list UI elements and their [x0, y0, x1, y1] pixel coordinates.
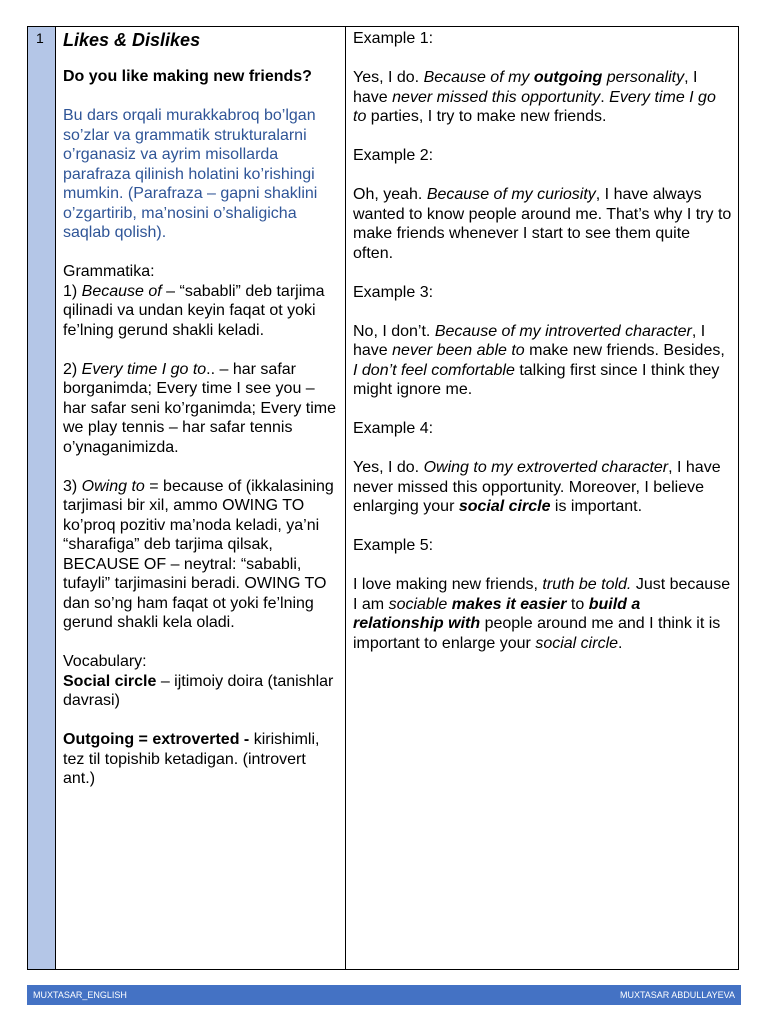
example-2-text	[353, 185, 732, 263]
grammar-point-1-number: 1)	[63, 282, 82, 300]
grammar-point-1-text: – “sababli” deb tarjima qilinadi va undan keyin faqat ot yoki fe’lning gerund shakli keladi.	[63, 282, 325, 339]
example-5-part: I love making new friends,	[353, 576, 543, 593]
example-3-part: I don’t feel comfortable	[353, 361, 515, 379]
footer-bar	[27, 985, 741, 1005]
vocabulary-term-2: Outgoing = extroverted -	[63, 731, 250, 748]
example-5-label: Example 5:	[353, 537, 434, 554]
example-4-text	[353, 458, 732, 517]
example-2-label: Example 2:	[353, 147, 434, 164]
example-1-part: Every time I go to	[353, 88, 716, 125]
example-3-part: never been able to	[392, 342, 525, 359]
vocabulary-term-1: Social circle	[63, 672, 157, 690]
example-3-part: make new friends. Besides,	[524, 342, 725, 359]
vocabulary-heading: Vocabulary:	[63, 653, 147, 670]
example-5-part: people around me and I think it is important to enlarge your	[353, 615, 721, 652]
grammar-point-2	[63, 360, 339, 458]
grammar-point-1	[63, 282, 339, 341]
vocabulary-definition-2: kirishimli, tez til topishib ketadigan. (introvert ant.)	[63, 731, 320, 787]
example-3-part: , I have	[353, 322, 706, 359]
example-5-text	[353, 575, 732, 653]
vocabulary-definition-1: – ijtimoiy doira (tanishlar davrasi)	[63, 672, 334, 709]
example-2-part: , I have always wanted to know people around me. That’s why I try to make friends whenever I start to see them quite often.	[353, 186, 732, 262]
grammar-point-1-term: Because of	[81, 282, 162, 300]
example-5-part: to	[566, 595, 589, 613]
example-5-part: build a relationship with	[353, 595, 641, 632]
grammar-point-3-text: = because of (ikkalasining tarjimasi bir xil, ammo OWING TO ko’proq pozitiv ma’noda keladi, ya’ni “sharafiga” deb tarjima qilsak, BECAUSE OF – neytral: “sababli, tufayli” tarjimasini beradi. OWING TO dan so’ng ham faqat ot yoki fe’lning gerund shakli kela oladi.	[63, 477, 334, 631]
example-3-text	[353, 322, 732, 400]
example-1-part: outgoing	[533, 69, 603, 86]
example-4-part: is important.	[550, 498, 643, 515]
example-5-part: social circle	[535, 634, 619, 652]
lesson-title: Likes & Dislikes	[63, 30, 201, 50]
example-3-part: Because of my introverted character	[434, 322, 692, 340]
row-number: 1	[36, 30, 44, 46]
example-5-part: truth be told.	[542, 576, 632, 593]
example-3-part: No, I don’t.	[353, 322, 435, 340]
example-1-part: Because of my	[423, 69, 534, 86]
grammar-point-2-number: 2)	[63, 360, 82, 378]
example-1-part: parties, I try to make new friends.	[366, 108, 607, 125]
grammar-point-2-term: Every time I go to	[81, 360, 207, 378]
lesson-table	[27, 26, 739, 970]
example-5-part: sociable	[388, 595, 448, 613]
grammar-heading: Grammatika:	[63, 263, 155, 280]
example-1-part: .	[600, 88, 610, 106]
example-3-part: talking first since I think they might ignore me.	[353, 361, 720, 398]
example-4-part: Yes, I do.	[353, 459, 424, 476]
lesson-question: Do you like making new friends?	[63, 68, 312, 85]
explanation-column	[56, 27, 346, 969]
footer-left-text: MUXTASAR_ENGLISH	[33, 990, 127, 1000]
examples-column	[346, 27, 738, 969]
grammar-point-3-term: Owing to	[81, 477, 145, 495]
example-2-part: Because of my curiosity	[426, 186, 596, 203]
example-4-part: , I have never missed this opportunity. Moreover, I believe enlarging your	[353, 459, 721, 515]
row-number-column	[28, 27, 56, 969]
example-5-part: .	[618, 634, 623, 652]
example-1-part: personality	[602, 69, 685, 86]
example-2-part: Oh, yeah.	[353, 186, 427, 203]
intro-paragraph: Bu dars orqali murakkabroq bo’lgan so’zlar va grammatik strukturalarni o’rganasiz va ayrim misollarda parafraza qilinish holatini ko’rishingi mumkin. (Parafraza – gapni shaklini o’zgartirib, ma’nosini o’shaligicha saqlab qolish).	[63, 107, 318, 241]
example-1-part: never missed this opportunity	[392, 88, 601, 106]
grammar-point-3	[63, 477, 339, 633]
vocabulary-item-1	[63, 672, 339, 711]
grammar-point-3-number: 3)	[63, 477, 82, 495]
example-1-label: Example 1:	[353, 30, 434, 47]
vocabulary-item-2	[63, 730, 339, 789]
footer-right-text: MUXTASAR ABDULLAYEVA	[619, 990, 735, 1000]
example-1-part: Yes, I do.	[353, 69, 424, 86]
example-4-part: Owing to my extroverted character	[423, 459, 669, 476]
example-5-part: makes it easier	[451, 595, 567, 613]
example-5-part: Just because I am	[353, 576, 731, 613]
example-1-text	[353, 68, 732, 127]
example-1-part: , I have	[353, 69, 698, 106]
example-4-part: social circle	[458, 498, 551, 515]
example-4-label: Example 4:	[353, 420, 434, 437]
grammar-point-2-text: .. – har safar borganimda; Every time I see you – har safar seni ko’rganimda; Every time we play tennis – har safar tennis o’ynaganimizda.	[63, 360, 336, 456]
example-3-label: Example 3:	[353, 283, 434, 301]
